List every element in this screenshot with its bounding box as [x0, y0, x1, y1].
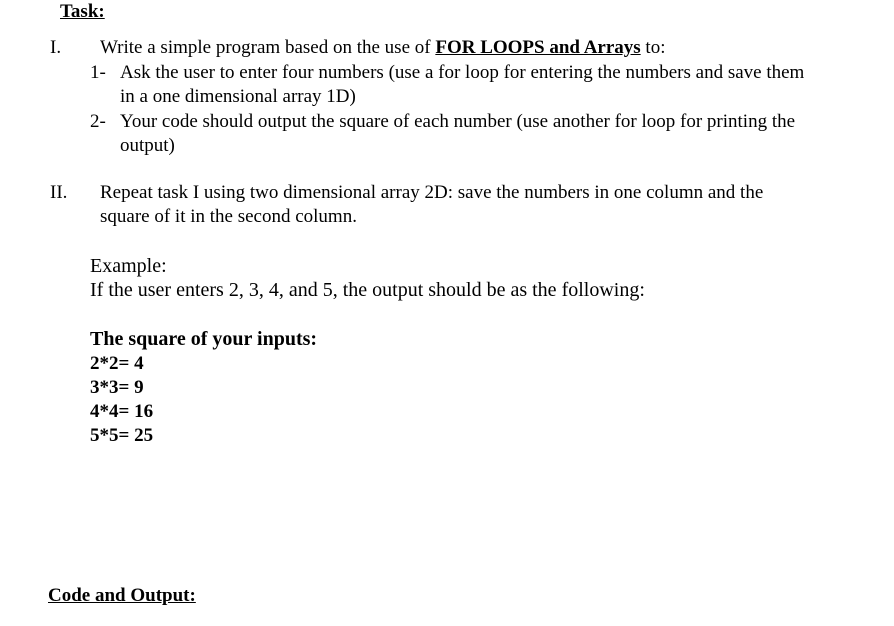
task-heading: Task: [60, 1, 105, 22]
item-1-intro-prefix: Write a simple program based on the use of [100, 37, 436, 58]
output-line-1: 2*2= 4 [90, 353, 144, 374]
code-and-output-heading: Code and Output: [48, 585, 196, 606]
step-1-line-1: Ask the user to enter four numbers (use a for loop for entering the numbers and save them [120, 62, 805, 83]
step-2-line-1: Your code should output the square of each number (use another for loop for printing the [120, 111, 796, 132]
item-1-intro-suffix: to: [640, 37, 666, 58]
item-2-line-1: Repeat task I using two dimensional array 2D: save the numbers in one column and the [100, 182, 764, 203]
output-line-2: 3*3= 9 [90, 377, 144, 398]
step-2-line-2: output) [120, 135, 175, 156]
output-line-4: 5*5= 25 [90, 425, 154, 446]
item-1-intro-emphasis: FOR LOOPS and Arrays [435, 37, 641, 58]
item-1-numeral: I. [50, 37, 62, 58]
output-line-3: 4*4= 16 [90, 401, 154, 422]
item-2-line-2: square of it in the second column. [100, 206, 357, 227]
output-title: The square of your inputs: [90, 328, 318, 350]
example-description: If the user enters 2, 3, 4, and 5, the output should be as the following: [90, 279, 645, 301]
example-label: Example: [90, 255, 167, 277]
step-1-marker: 1- [90, 62, 106, 83]
step-1-line-2: in a one dimensional array 1D) [120, 86, 356, 107]
step-2-marker: 2- [90, 111, 106, 132]
item-2-numeral: II. [50, 182, 68, 203]
item-1-intro [100, 36, 665, 60]
